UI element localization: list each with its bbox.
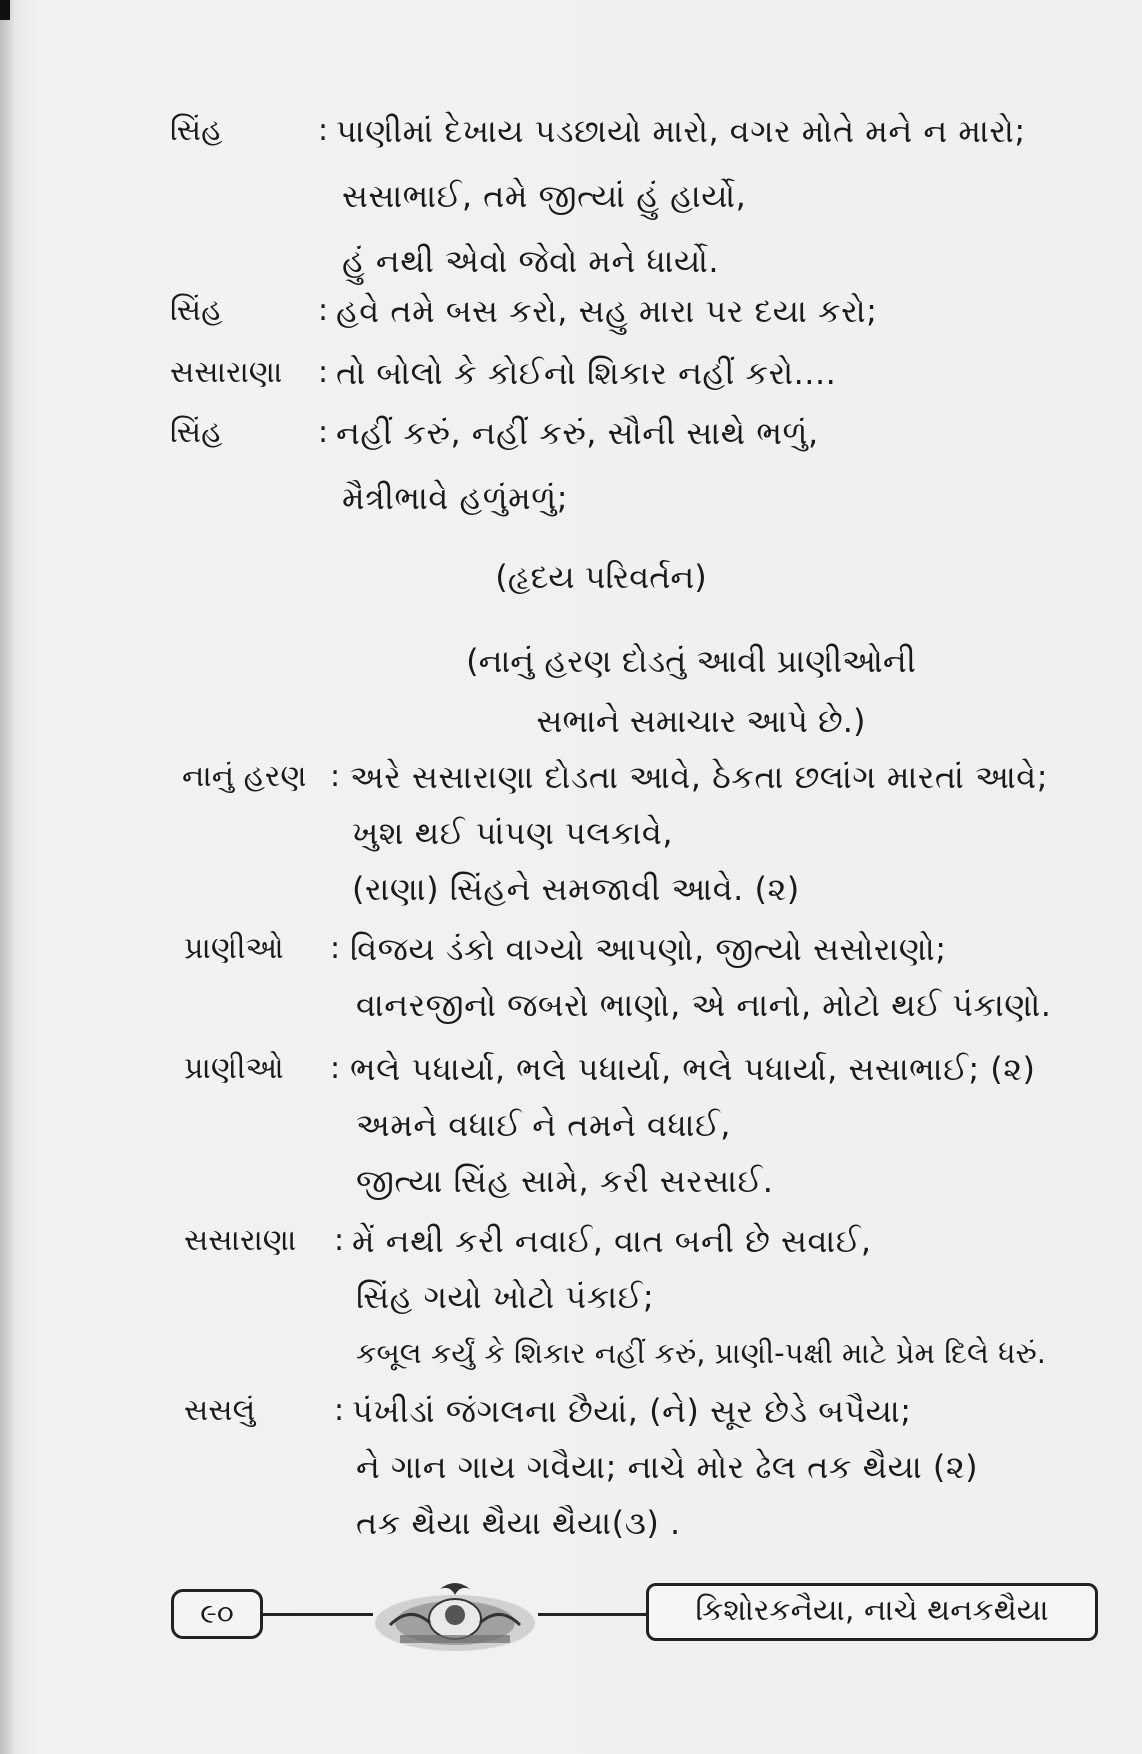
speaker-name: સિંહ (170, 113, 223, 148)
page-footer (0, 1575, 1142, 1665)
dialogue-line: કબૂલ કર્યું કે શિકાર નહીં કરું, પ્રાણી-પક્ષી માટે પ્રેમ દિલે ધરું. (356, 1336, 1046, 1370)
dialogue-line: જીત્યા સિંહ સામે, કરી સરસાઈ. (356, 1162, 774, 1200)
dialogue-line: મેં નથી કરી નવાઈ, વાત બની છે સવાઈ, (352, 1222, 872, 1260)
page-binding-edge (0, 0, 14, 1754)
dialogue-line: પંખીડાં જંગલના છૈયાં, (ને) સૂર છેડે બપૈયા; (352, 1392, 912, 1430)
dialogue-line: તો બોલો કે કોઈનો શિકાર નહીં કરો.... (336, 354, 837, 392)
speaker-name: સિંહ (170, 415, 223, 450)
speaker-colon: : (318, 415, 329, 450)
speaker-name: પ્રાણીઓ (184, 931, 284, 966)
speaker-colon: : (318, 113, 329, 148)
dialogue-line: સસાભાઈ, તમે જીત્યાં હું હાર્યો, (342, 177, 747, 215)
dialogue-line: તક થૈયા થૈયા થૈયા(૩) . (356, 1504, 681, 1542)
speaker-colon: : (334, 1223, 345, 1258)
dialogue-line: ખુશ થઈ પાંપણ પલકાવે, (352, 814, 674, 852)
speaker-name: સિંહ (170, 293, 223, 328)
stage-direction: (હૃદય પરિવર્તન) (495, 558, 707, 596)
speaker-colon: : (330, 931, 341, 966)
page-number: ૯૦ (171, 1589, 263, 1639)
speaker-name: સસલું (184, 1393, 256, 1428)
dialogue-line: હું નથી એવો જેવો મને ધાર્યો. (342, 242, 720, 280)
speaker-name: નાનું હરણ (182, 759, 307, 794)
speaker-colon: : (334, 1393, 345, 1428)
dialogue-line: (રાણા) સિંહને સમજાવી આવે. (૨) (352, 870, 800, 908)
book-title: કિશોરકનૈયા, નાચે થનકથૈયા (646, 1583, 1098, 1641)
stage-direction: સભાને સમાચાર આપે છે.) (536, 702, 866, 740)
speaker-name: પ્રાણીઓ (184, 1051, 284, 1086)
dialogue-line: ને ગાન ગાય ગવૈયા; નાચે મોર ઢેલ તક થૈયા (૨) (356, 1448, 979, 1486)
dialogue-line: હવે તમે બસ કરો, સહુ મારા પર દયા કરો; (336, 292, 878, 330)
speaker-colon: : (330, 759, 341, 794)
dialogue-line: વિજય ડંકો વાગ્યો આપણો, જીત્યો સસોરાણો; (350, 930, 947, 968)
dialogue-line: ભલે પધાર્યા, ભલે પધાર્યા, ભલે પધાર્યા, સસાભાઈ; (૨) (350, 1050, 1036, 1088)
corner-mark (0, 0, 10, 20)
speaker-name: સસારાણા (184, 1223, 297, 1258)
dialogue-line: વાનરજીનો જબરો ભાણો, એ નાનો, મોટો થઈ પંકાણો. (356, 986, 1052, 1024)
dialogue-line: પાણીમાં દેખાય પડછાયો મારો, વગર મોતે મને ન મારો; (336, 112, 1026, 150)
dialogue-line: સિંહ ગયો ખોટો પંકાઈ; (356, 1278, 655, 1316)
speaker-colon: : (318, 355, 329, 390)
speaker-name: સસારાણા (170, 355, 283, 390)
dialogue-line: નહીં કરું, નહીં કરું, સૌની સાથે ભળું, (336, 414, 819, 452)
speaker-colon: : (318, 293, 329, 328)
stage-direction: (નાનું હરણ દોડતું આવી પ્રાણીઓની (466, 642, 916, 680)
decorative-ornament-icon (370, 1575, 540, 1661)
footer-rule (538, 1613, 646, 1616)
dialogue-line: અરે સસારાણા દોડતા આવે, ઠેકતા છલાંગ મારતાં આવે; (350, 758, 1048, 796)
speaker-colon: : (330, 1051, 341, 1086)
dialogue-line: મૈત્રીભાવે હળુંમળું; (342, 479, 569, 517)
footer-rule (263, 1613, 373, 1616)
dialogue-line: અમને વધાઈ ને તમને વધાઈ, (356, 1106, 731, 1144)
